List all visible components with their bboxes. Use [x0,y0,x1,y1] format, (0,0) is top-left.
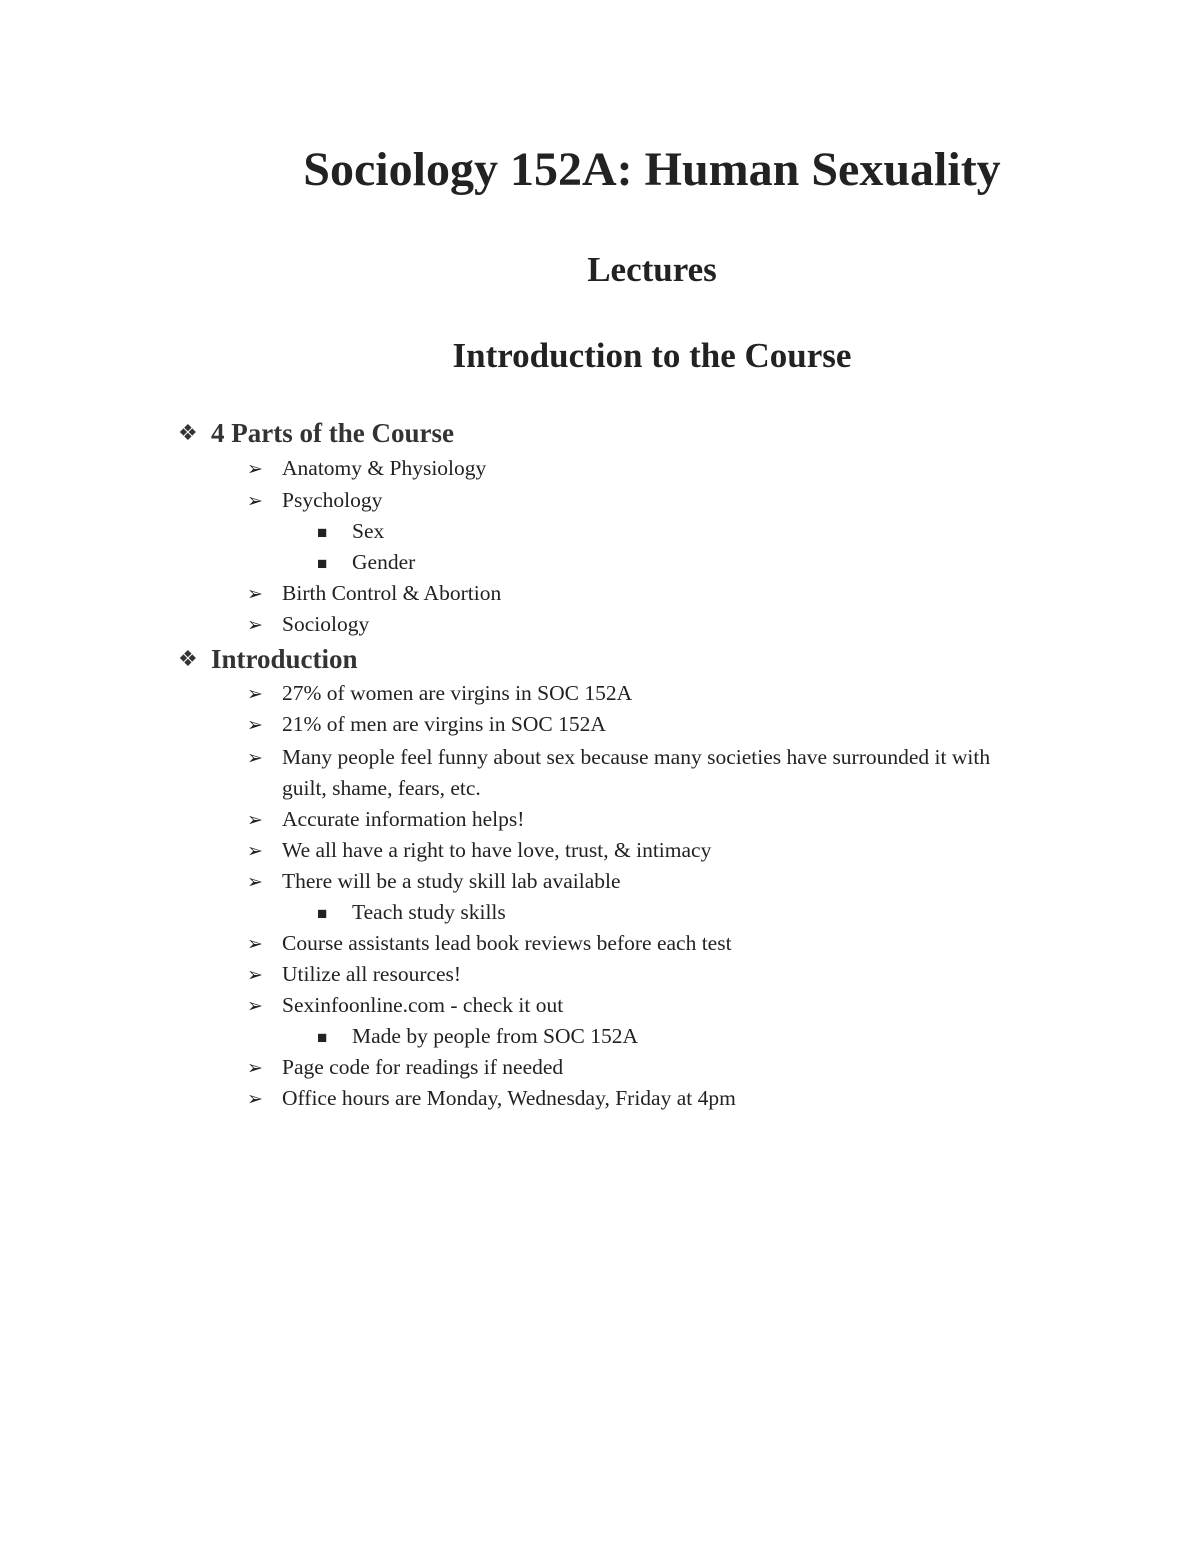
list-item [247,453,486,485]
list-item [247,609,369,641]
list-item [247,485,382,517]
arrowhead-bullet-icon: ➢ [247,584,263,605]
list-item-text: There will be a study skill lab available [282,869,621,893]
arrowhead-bullet-icon: ➢ [247,491,263,512]
document-heading: Introduction to the Course [452,336,852,375]
document-subtitle: Lectures [587,250,717,289]
sub-list-item [317,897,506,929]
list-item [247,678,632,710]
list-item [247,1083,736,1115]
arrowhead-bullet-icon: ➢ [247,459,263,480]
list-item-text: We all have a right to have love, trust, & intimacy [282,838,712,862]
sub-list-item-text: Gender [352,550,416,574]
list-item-text: Birth Control & Abortion [282,581,502,605]
list-item-text: Utilize all resources! [282,962,462,986]
list-item [247,742,990,774]
square-bullet-icon: ■ [317,1028,328,1047]
sub-list-item [317,516,384,548]
list-item-text: Course assistants lead book reviews before each test [282,931,732,955]
list-item [247,866,621,898]
list-item-text: Accurate information helps! [282,807,525,831]
square-bullet-icon: ■ [317,554,328,573]
sub-list-item-text: Sex [352,519,385,543]
list-item-text: 27% of women are virgins in SOC 152A [282,681,633,705]
diamond-bullet-icon: ❖ [178,646,198,671]
arrowhead-bullet-icon: ➢ [247,684,263,705]
arrowhead-bullet-icon: ➢ [247,748,263,769]
list-item-text: Psychology [282,488,383,512]
document-title: Sociology 152A: Human Sexuality [303,143,1001,196]
list-item-text: Sexinfoonline.com - check it out [282,993,564,1017]
arrowhead-bullet-icon: ➢ [247,715,263,736]
list-item [247,990,563,1022]
diamond-bullet-icon: ❖ [178,420,198,445]
list-item [247,709,606,741]
list-item [247,928,732,960]
section-heading-text: Introduction [211,644,358,674]
list-item [247,804,524,836]
section-heading-text: 4 Parts of the Course [211,418,454,448]
arrowhead-bullet-icon: ➢ [247,872,263,893]
sub-list-item [317,1021,638,1053]
sub-list-item-text: Teach study skills [352,900,506,924]
arrowhead-bullet-icon: ➢ [247,1089,263,1110]
sub-list-item [317,547,415,579]
arrowhead-bullet-icon: ➢ [247,1058,263,1079]
arrowhead-bullet-icon: ➢ [247,810,263,831]
arrowhead-bullet-icon: ➢ [247,841,263,862]
list-item-text: Office hours are Monday, Wednesday, Friday at 4pm [282,1086,736,1110]
list-item [247,835,711,867]
list-item [247,959,461,991]
arrowhead-bullet-icon: ➢ [247,996,263,1017]
section-heading [178,416,454,450]
list-item-text: Page code for readings if needed [282,1055,564,1079]
square-bullet-icon: ■ [317,904,328,923]
arrowhead-bullet-icon: ➢ [247,934,263,955]
list-item-continuation: guilt, shame, fears, etc. [282,776,481,800]
arrowhead-bullet-icon: ➢ [247,615,263,636]
list-item-text: Anatomy & Physiology [282,456,487,480]
list-item [247,1052,563,1084]
list-item-text: Many people feel funny about sex because many societies have surrounded it with [282,745,991,769]
sub-list-item-text: Made by people from SOC 152A [352,1024,639,1048]
list-item [247,578,501,610]
section-heading [178,642,358,676]
list-item-text: 21% of men are virgins in SOC 152A [282,712,606,736]
list-item-text: Sociology [282,612,370,636]
arrowhead-bullet-icon: ➢ [247,965,263,986]
square-bullet-icon: ■ [317,523,328,542]
